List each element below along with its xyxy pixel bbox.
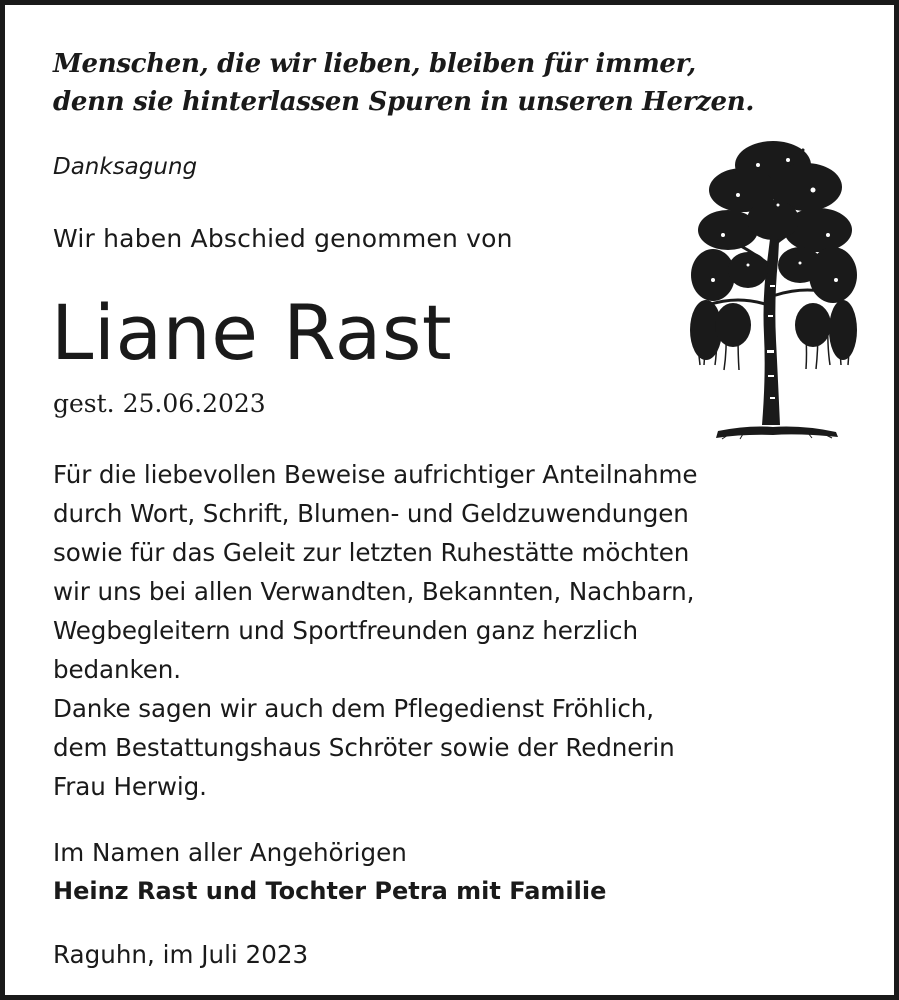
body-line: bedanken. <box>53 655 182 684</box>
memorial-motto <box>53 45 754 121</box>
closing-phrase: Im Namen aller Angehörigen <box>53 838 407 867</box>
deceased-name: Liane Rast <box>51 288 453 377</box>
date-of-death: gest. 25.06.2023 <box>53 389 266 418</box>
body-line: Für die liebevollen Beweise aufrichtiger Anteilnahme <box>53 460 698 489</box>
motto-line-1: Menschen, die wir lieben, bleiben für immer, <box>53 49 696 79</box>
place-and-date: Raguhn, im Juli 2023 <box>53 940 309 969</box>
body-line: Danke sagen wir auch dem Pflegedienst Fröhlich, <box>53 694 655 723</box>
body-line: sowie für das Geleit zur letzten Ruhestätte möchten <box>53 538 690 567</box>
body-line: wir uns bei allen Verwandten, Bekannten, Nachbarn, <box>53 577 695 606</box>
body-line: durch Wort, Schrift, Blumen- und Geldzuwendungen <box>53 499 689 528</box>
body-line: Wegbegleitern und Sportfreunden ganz herzlich <box>53 616 638 645</box>
thank-you-text <box>53 455 697 806</box>
notice-heading: Danksagung <box>53 154 198 180</box>
family-signature: Heinz Rast und Tochter Petra mit Familie <box>53 877 607 905</box>
motto-line-2: denn sie hinterlassen Spuren in unseren Herzen. <box>53 87 755 117</box>
birch-tree-icon <box>688 135 858 445</box>
intro-text: Wir haben Abschied genommen von <box>53 224 513 253</box>
body-line: Frau Herwig. <box>53 772 207 801</box>
body-line: dem Bestattungshaus Schröter sowie der Rednerin <box>53 733 675 762</box>
